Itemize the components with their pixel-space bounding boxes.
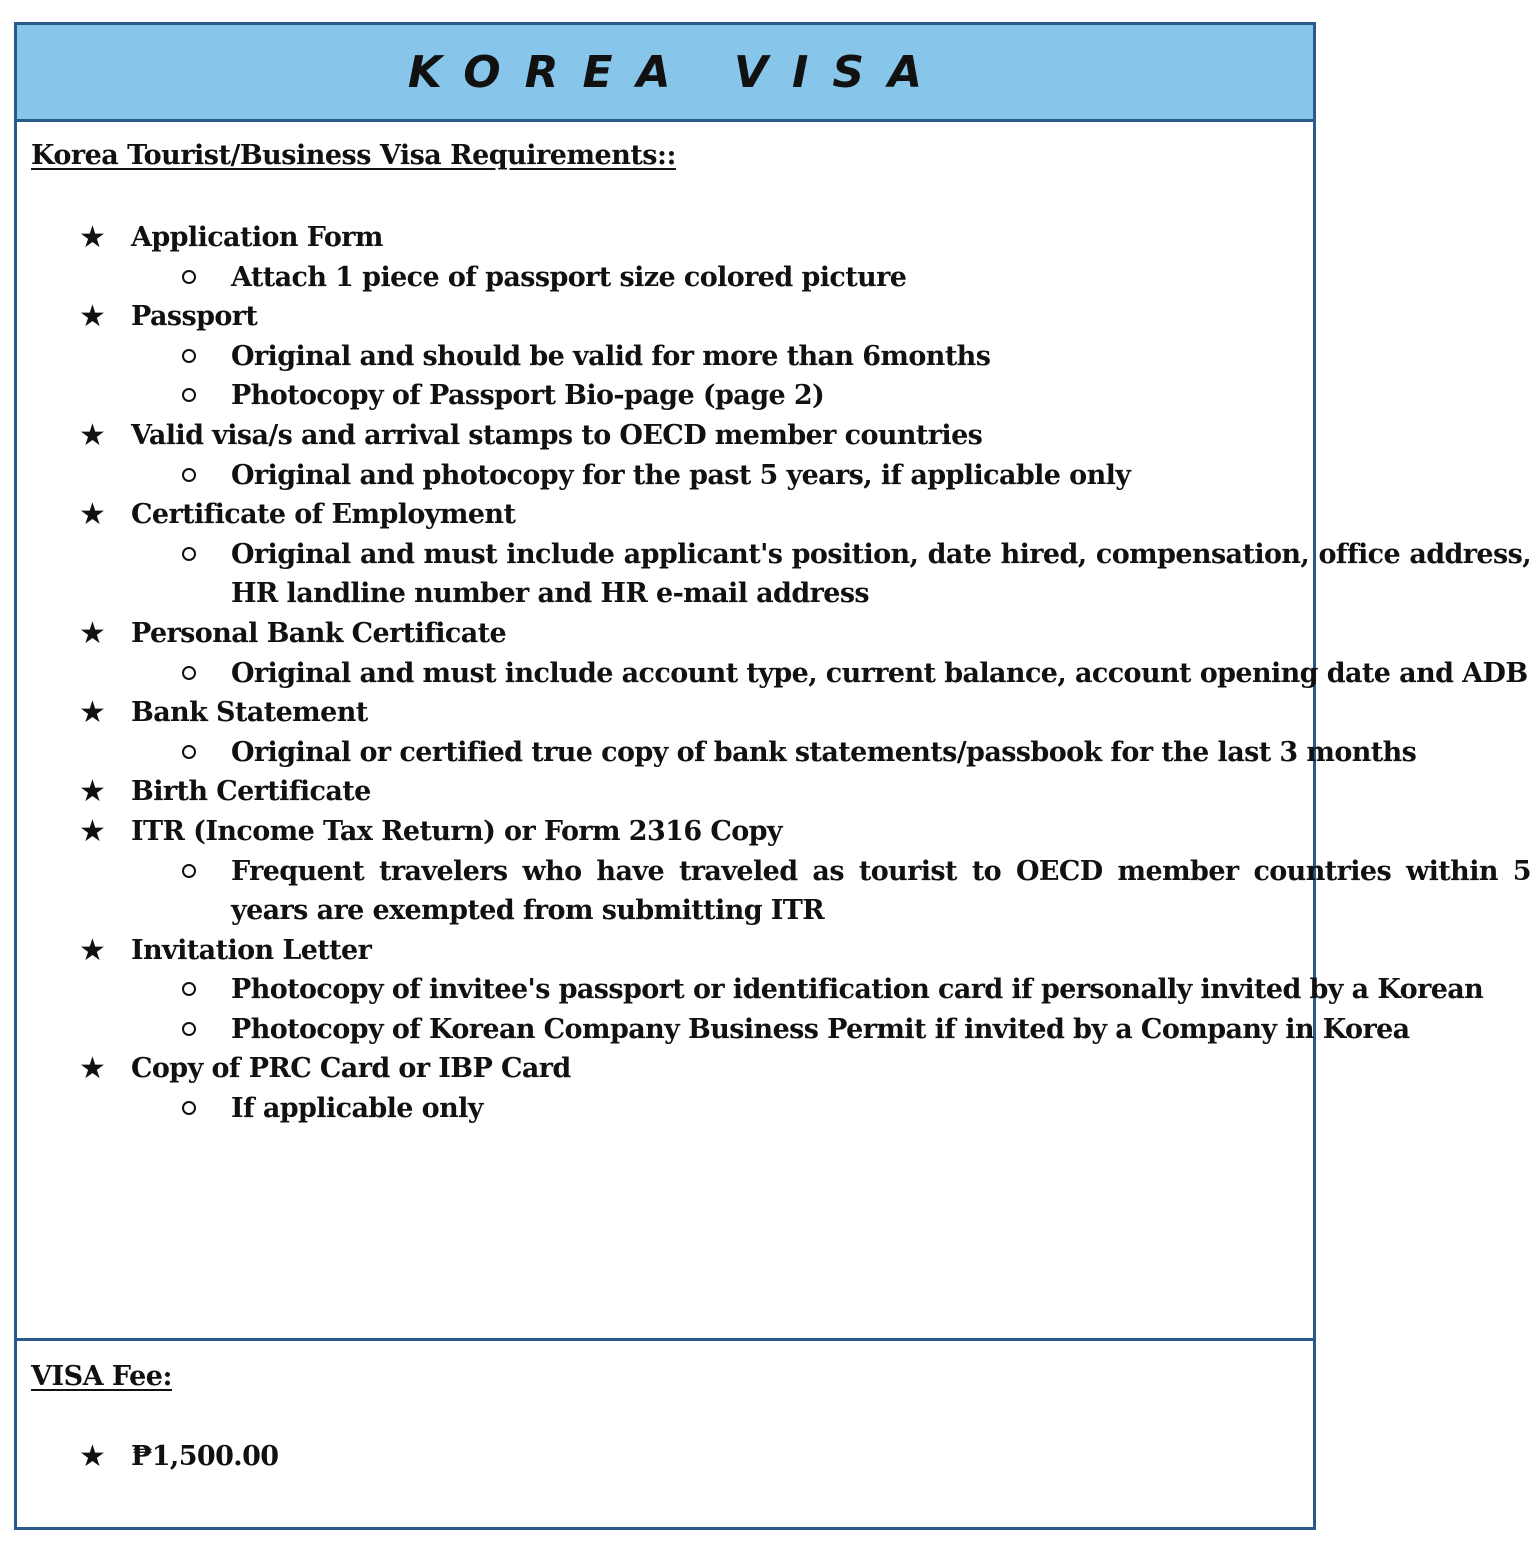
list-item <box>17 931 1484 1050</box>
sub-item-text: Photocopy of Passport Bio-page (page 2) <box>231 380 825 412</box>
star-icon: ★ <box>79 695 106 731</box>
circle-bullet-icon <box>182 270 196 284</box>
page-title: KOREA VISA <box>407 46 947 98</box>
circle-bullet-icon <box>182 864 196 878</box>
star-icon: ★ <box>79 932 106 968</box>
sub-item-text: Frequent travelers who have traveled as tourist to OECD member countries within 5 years are exempted from submitting ITR <box>231 855 1531 927</box>
star-icon: ★ <box>79 299 106 335</box>
sub-list-item <box>17 376 1313 416</box>
sub-item-text: Original and photocopy for the past 5 years, if applicable only <box>231 459 1131 491</box>
fee-section <box>17 1341 1313 1530</box>
circle-bullet-icon <box>182 547 196 561</box>
sub-list-item <box>17 1010 1531 1050</box>
sub-item-text: Original and must include account type, current balance, account opening date and ADB <box>231 657 1528 689</box>
fee-amount: ₱1,500.00 <box>131 1441 279 1472</box>
list-item <box>17 1437 278 1477</box>
sub-item-text: If applicable only <box>231 1093 483 1125</box>
sub-list-item <box>17 1089 1313 1129</box>
star-icon: ★ <box>79 813 106 849</box>
sub-list-item <box>17 970 1531 1010</box>
sub-list-item <box>17 654 1531 694</box>
list-item <box>17 297 1313 416</box>
sub-list-item <box>17 733 1531 773</box>
sub-item-text: Original and should be valid for more than 6months <box>231 340 991 372</box>
star-icon: ★ <box>79 1051 106 1087</box>
requirement-label: Certificate of Employment <box>131 499 516 531</box>
sub-list <box>131 337 1313 416</box>
list-item <box>17 495 1531 614</box>
sub-list <box>131 456 1313 496</box>
circle-bullet-icon <box>182 468 196 482</box>
sub-list-item <box>17 852 1531 931</box>
requirement-label: Bank Statement <box>131 697 368 729</box>
title-banner <box>17 25 1313 122</box>
requirements-heading: Korea Tourist/Business Visa Requirements:: <box>31 140 676 171</box>
circle-bullet-icon <box>182 1101 196 1115</box>
sub-list <box>131 258 1313 298</box>
requirement-label: Personal Bank Certificate <box>131 617 507 649</box>
circle-bullet-icon <box>182 349 196 363</box>
sub-list-item <box>17 258 1313 298</box>
list-item <box>17 812 1531 931</box>
requirement-label: Application Form <box>131 222 383 253</box>
requirement-label: Birth Certificate <box>131 776 371 808</box>
sub-list <box>131 535 1531 614</box>
fee-heading: VISA Fee: <box>31 1361 172 1392</box>
list-item <box>17 218 1313 297</box>
list-item <box>17 614 1528 693</box>
sub-item-text: Original or certified true copy of bank statements/passbook for the last 3 months <box>231 736 1417 768</box>
star-icon: ★ <box>79 220 106 255</box>
sub-item-text: Photocopy of invitee's passport or identification card if personally invited by a Korean <box>231 974 1484 1006</box>
star-icon: ★ <box>79 1439 106 1474</box>
star-icon: ★ <box>79 417 106 453</box>
requirement-label: Invitation Letter <box>131 934 372 966</box>
sub-item-text: Original and must include applicant's position, date hired, compensation, office address, HR landline number and HR e-mail address <box>231 538 1531 610</box>
star-icon: ★ <box>79 774 106 810</box>
sub-list-item <box>17 456 1313 496</box>
sub-list-item <box>17 337 1313 377</box>
requirement-label: Passport <box>131 301 258 333</box>
circle-bullet-icon <box>182 1022 196 1036</box>
sub-list <box>131 654 1528 694</box>
circle-bullet-icon <box>182 388 196 402</box>
list-item <box>17 772 1313 812</box>
list-item <box>17 416 1313 495</box>
fee-list <box>17 1437 278 1477</box>
list-item <box>17 1049 1313 1128</box>
sub-item-text: Photocopy of Korean Company Business Permit if invited by a Company in Korea <box>231 1013 1410 1045</box>
star-icon: ★ <box>79 497 106 533</box>
sub-list <box>131 1089 1313 1129</box>
requirement-label: Copy of PRC Card or IBP Card <box>131 1053 571 1085</box>
list-item <box>17 693 1417 772</box>
circle-bullet-icon <box>182 745 196 759</box>
requirements-section <box>17 122 1531 1341</box>
requirements-list <box>17 218 1531 1129</box>
sub-item-text: Attach 1 piece of passport size colored picture <box>231 261 907 293</box>
sub-list <box>131 970 1484 1049</box>
sub-list <box>131 852 1531 931</box>
sub-list-item <box>17 535 1531 614</box>
circle-bullet-icon <box>182 982 196 996</box>
circle-bullet-icon <box>182 666 196 680</box>
document-frame <box>14 22 1531 1530</box>
requirement-label: Valid visa/s and arrival stamps to OECD member countries <box>131 419 983 451</box>
sub-list <box>131 733 1417 773</box>
star-icon: ★ <box>79 615 106 651</box>
requirement-label: ITR (Income Tax Return) or Form 2316 Copy <box>131 815 782 847</box>
